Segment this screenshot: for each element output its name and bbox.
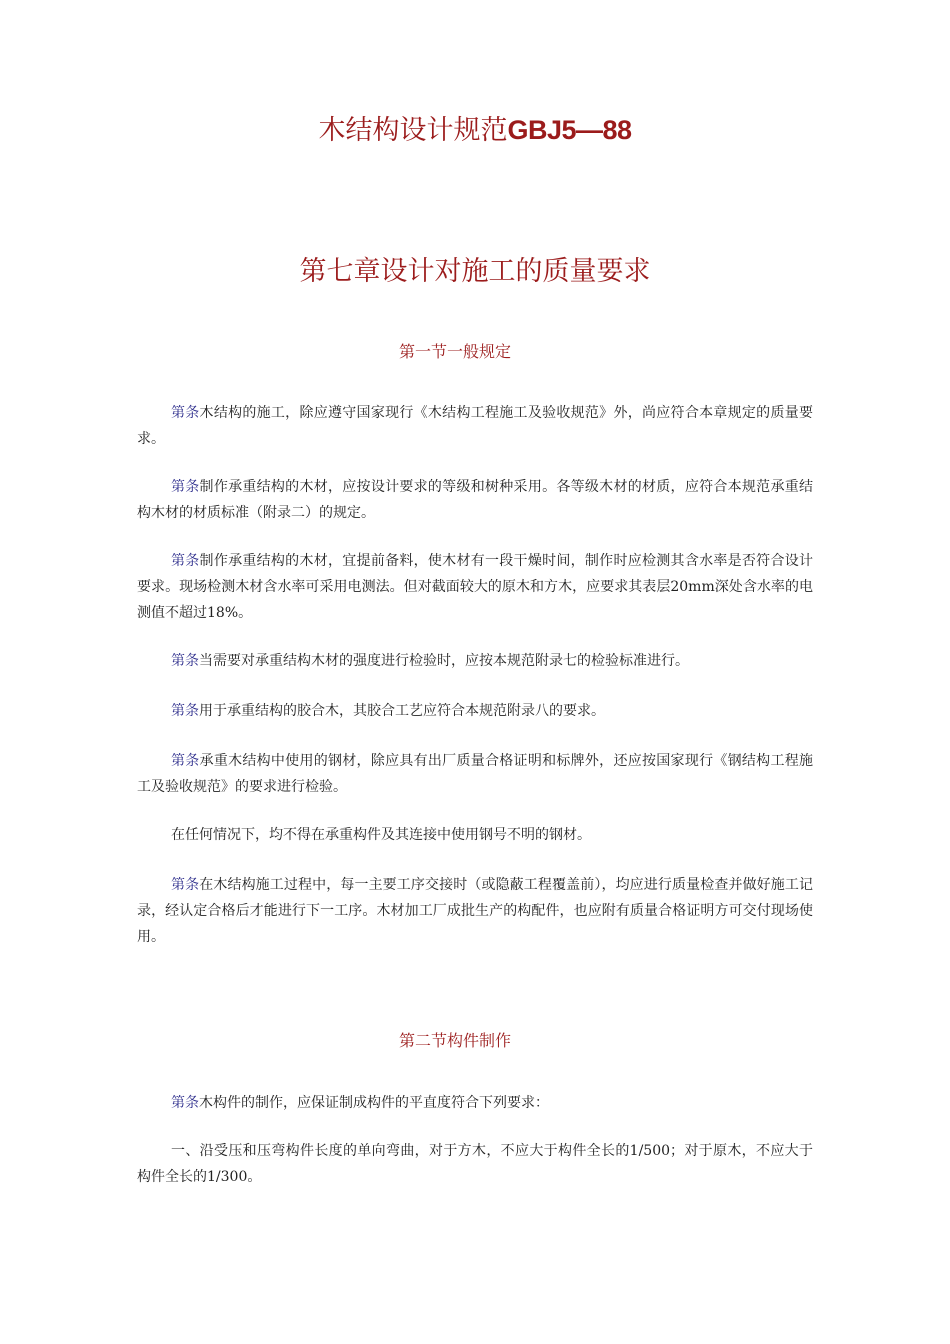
- section-1-paragraph-3: [137, 548, 813, 626]
- article-label: 第条: [171, 553, 200, 569]
- section-1-paragraph-5: [137, 698, 813, 724]
- article-label: 第条: [171, 1095, 199, 1111]
- section-2-title: 第二节构件制作: [398, 1031, 511, 1050]
- paragraph-text: 在木结构施工过程中，每一主要工序交接时（或隐蔽工程覆盖前），均应进行质量检查并做好施工记录，经认定合格后才能进行下一工序。木材加工厂成批生产的构配件，也应附有质量合格证明方可交付现场使用。: [137, 877, 814, 945]
- section-1-title: 第一节一般规定: [398, 342, 511, 361]
- paragraph-text: 木构件的制作，应保证制成构件的平直度符合下列要求：: [199, 1095, 549, 1111]
- chapter-title: 第七章设计对施工的质量要求: [299, 256, 651, 287]
- paragraph-text: 制作承重结构的木材，应按设计要求的等级和树种采用。各等级木材的材质，应符合本规范承重结构木材的材质标准（附录二）的规定。: [137, 479, 813, 521]
- document-title-code: GBJ5—88: [507, 115, 632, 145]
- section-2-paragraph-2: [137, 1138, 813, 1190]
- article-label: 第条: [171, 479, 200, 495]
- paragraph-text: 在任何情况下，均不得在承重构件及其连接中使用钢号不明的钢材。: [171, 827, 591, 843]
- section-1-paragraph-6: [137, 748, 813, 800]
- article-label: 第条: [171, 877, 200, 893]
- paragraph-text: 木结构的施工，除应遵守国家现行《木结构工程施工及验收规范》外，尚应符合本章规定的质量要求。: [137, 405, 813, 447]
- section-1-paragraph-7: [137, 822, 813, 848]
- paragraph-text: 一、沿受压和压弯构件长度的单向弯曲，对于方木，不应大于构件全长的1/500；对于原木，不应大于构件全长的1/300。: [137, 1143, 813, 1185]
- paragraph-text: 承重木结构中使用的钢材，除应具有出厂质量合格证明和标牌外，还应按国家现行《钢结构工程施工及验收规范》的要求进行检验。: [137, 753, 813, 795]
- document-title: [0, 110, 950, 151]
- paragraph-text: 当需要对承重结构木材的强度进行检验时，应按本规范附录七的检验标准进行。: [199, 653, 689, 669]
- section-1-paragraph-4: [137, 648, 813, 674]
- article-label: 第条: [171, 653, 199, 669]
- section-1-paragraph-8: [137, 872, 813, 950]
- article-label: 第条: [171, 753, 200, 769]
- section-2-paragraph-1: [137, 1090, 813, 1116]
- paragraph-text: 制作承重结构的木材，宜提前备料，使木材有一段干燥时间，制作时应检测其含水率是否符合设计要求。现场检测木材含水率可采用电测法。但对截面较大的原木和方木，应要求其表层20mm深处含水率的电测值不超过18%。: [137, 553, 813, 621]
- article-label: 第条: [171, 703, 199, 719]
- section-1-paragraph-1: [137, 400, 813, 452]
- article-label: 第条: [171, 405, 200, 421]
- document-title-main: 木结构设计规范: [318, 115, 508, 146]
- section-1-paragraph-2: [137, 474, 813, 526]
- paragraph-text: 用于承重结构的胶合木，其胶合工艺应符合本规范附录八的要求。: [199, 703, 605, 719]
